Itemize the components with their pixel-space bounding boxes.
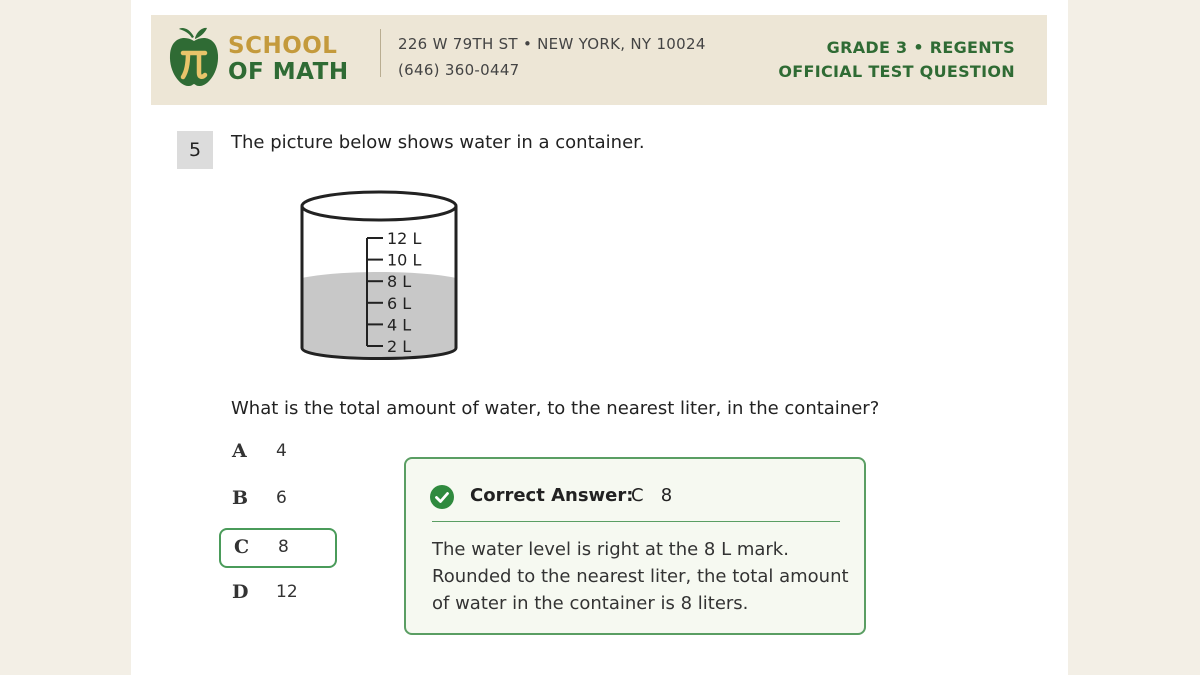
answer-box	[404, 457, 866, 635]
explanation-line: Rounded to the nearest liter, the total amount	[432, 566, 849, 587]
choice-value: 8	[278, 537, 289, 557]
scale-label: 4 L	[387, 315, 412, 335]
answer-divider	[432, 521, 840, 522]
choice-value: 12	[276, 582, 298, 602]
choice-letter: D	[232, 581, 249, 603]
check-circle-icon	[430, 485, 454, 509]
header	[151, 15, 1047, 105]
container-rim	[302, 192, 456, 220]
brand-line-2: OF MATH	[228, 59, 349, 85]
grade-info	[778, 36, 1015, 84]
choice-letter: C	[234, 536, 250, 558]
question-prompt: What is the total amount of water, to the nearest liter, in the container?	[231, 398, 880, 419]
choice-value: 4	[276, 441, 287, 461]
scale-label: 12 L	[387, 229, 422, 248]
choice-letter: A	[232, 440, 247, 462]
question-number: 5	[177, 131, 213, 169]
choice-b[interactable]	[219, 481, 337, 521]
apple-pi-logo-icon	[167, 23, 221, 89]
explanation-line: The water level is right at the 8 L mark.	[432, 539, 789, 560]
choice-letter: B	[232, 487, 249, 509]
explanation-line: of water in the container is 8 liters.	[432, 593, 749, 614]
answer-explanation	[432, 536, 852, 617]
answer-label: Correct Answer:	[470, 485, 634, 506]
choice-value: 6	[276, 488, 287, 508]
scale-label: 2 L	[387, 337, 412, 356]
choice-a[interactable]	[219, 434, 337, 474]
phone: (646) 360-0447	[398, 61, 520, 79]
choice-d[interactable]	[219, 575, 337, 615]
address: 226 W 79TH ST • NEW YORK, NY 10024	[398, 35, 706, 53]
contact-info	[398, 31, 706, 83]
water-container-figure	[299, 188, 459, 360]
test-subtitle: OFFICIAL TEST QUESTION	[778, 62, 1015, 81]
grade-label: GRADE 3 • REGENTS	[826, 38, 1015, 57]
scale-label: 6 L	[387, 293, 412, 313]
answer-value: C 8	[631, 485, 673, 506]
brand-line-1: SCHOOL	[228, 33, 338, 59]
scale-label: 8 L	[387, 272, 412, 292]
header-divider	[380, 29, 381, 77]
question-text: The picture below shows water in a container.	[231, 132, 645, 153]
scale-label: 10 L	[387, 250, 422, 270]
choice-c[interactable]	[219, 528, 337, 568]
water-fill	[302, 272, 456, 357]
page	[131, 0, 1068, 675]
brand-name	[228, 33, 349, 85]
